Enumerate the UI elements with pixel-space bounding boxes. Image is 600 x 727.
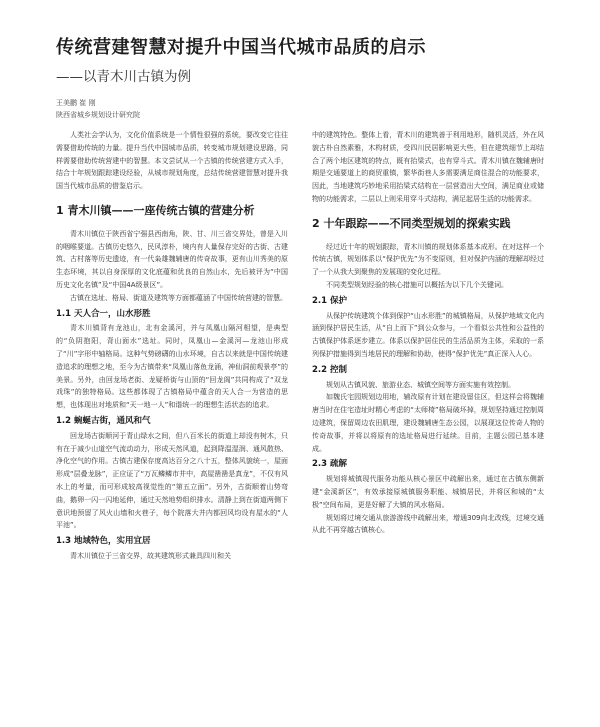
paragraph: 从保护传统建筑个体到保护“山水形胜”的城镇格局，从保护地域文化内涵到保护居民生活，从“自上而下”到公众参与，一个看似公共性和公益性的古镇保护体系逐步建立。体系以保护居住民的生活品质为主体，采取的一系列保护措施得到当地居民的理解和协助，使得“保护优先”真正深入人心。 bbox=[312, 311, 544, 358]
paragraph: 规划从古镇风貌、旅游业态、城镇空间等方面实施有效控制。 bbox=[326, 380, 515, 389]
paragraph: 中的建筑特色。整体上看，青木川的建筑善于利用地形，随机灵活，外在风貌古朴自然素雅，木构材质，受四川民居影响更大些，但在建筑细节上却结合了两个地区建筑的特点，既有抬梁式，也有穿斗式。青木川镇在魏辅唐时期是交通要道上的商贸重镇，繁华街巷人多需要满足商住混合的功能要求，因此，当地建筑巧妙地采用抬梁式结构在一层营造出大空间，满足商业或储物的功能需求，二层以上则采用穿斗式结构，满足起居生活的功能需求。 bbox=[312, 131, 544, 203]
abstract-text: 人类社会学认为，文化价值系统是一个情性很强的系统，要改变它往往需要借助传统的力量。提升当代中国城市品质，转变城市规划建设思路，同样需要借助传统营建中的智慧。本文尝试从一个古镇的传统营建方式入手，结合十年规划跟踪建设经验，从城市规划角度，总结传统营建智慧对提升我国当代城市品质的借鉴启示。 bbox=[56, 131, 288, 191]
section-2-2-heading: 2.2 控制 bbox=[312, 364, 348, 375]
paragraph: 经过近十年的规划跟踪，青木川镇的规划体系基本成形。在对这样一个传统古镇，规划体系以“保护优先”为不变原则，但对保护内涵的理解却经过了一个从我大到聚焦的发展现的变化过程。 bbox=[312, 242, 544, 277]
paragraph: 古镇在选址、格局、街道及建筑等方面都蕴涵了中国传统营建的智慧。 bbox=[70, 293, 287, 302]
section-1-heading: 1 青木川镇——一座传统古镇的营建分析 bbox=[56, 203, 255, 217]
paragraph: 不同类型规划经验的核心措施可以概括为以下几个关键词。 bbox=[326, 280, 508, 289]
paragraph: 规划将过境交通从旅游游线中疏解出来，增通309向北改线，过境交通从此不再穿越古镇核心。 bbox=[312, 513, 544, 535]
paragraph: 青木川镇位于三省交界，故其建筑形式兼具四川和关 bbox=[70, 551, 231, 560]
paragraph: 规划将城镇现代服务功能从核心景区中疏解出来，通过在古镇东侧新建“金溪新区”，有效承接原城镇服务职能、城镇居民，并将区和城的“太极”空间布局，更是好解了大镇的风水格局。 bbox=[312, 475, 544, 509]
paper-authors: 王美鹏 崔 刚 bbox=[56, 99, 96, 107]
right-column bbox=[312, 129, 544, 537]
paper-subtitle: ——以青木川古镇为例 bbox=[56, 69, 191, 85]
paper-affiliation: 陕西省城乡规划设计研究院 bbox=[56, 111, 140, 119]
section-2-1-heading: 2.1 保护 bbox=[312, 295, 348, 306]
paragraph: 青木川镇背有龙池山，北有金溪河，并与凤凰山隔河相望，是典型的“负阴抱阳，背山面水”选址。同时，凤凰山—金溪河—龙池山形成了“川”字形中轴格局。这种气势磅礴的山水环境，自古以来就是中国传统建造追求的理想之地，至今为古镇带来“凤凰山落鱼龙涌，神仙洞前观景亭”的美景。另外，由回龙场老街、龙疑桥街与山顶的“回龙阁”共同构成了“双龙戏珠”的独特格局。这些都体现了古镇格局中蕴含的天人合一为营造的思想，也体现出对地质和“天一地一人”和谐统一的理想生活状态的追求。 bbox=[56, 324, 288, 410]
paragraph: 青木川镇位于陕西省宁强县西南角，陕、甘、川三省交界处，曾是入川的咽喉要道。古镇历史悠久，民风淳朴，境内有人量保存完好的古街、古建筑、古村落等历史遗迹，有一代枭雄魏辅唐的传奇故事，更有山川秀美的原生态环境，其以自身深厚的文化底蕴和优良的自然山水，先后被评为“中国历史文化名镇”及“中国4A级景区”。 bbox=[56, 229, 288, 289]
section-1-2-heading: 1.2 蜿蜒古街，通风和气 bbox=[56, 415, 151, 426]
left-column bbox=[56, 129, 288, 563]
paper-title: 传统营建智慧对提升中国当代城市品质的启示 bbox=[56, 37, 426, 58]
section-2-3-heading: 2.3 疏解 bbox=[312, 459, 348, 470]
paragraph: 如魏氏宅园规划边用地，辅改原有计划在建设留住区，但这样会将魏辅唐当时在住宅造址时精心考虑的“太师椅”格局破坏掉，规划坚持通过控制周边建筑，保留周边农田肌理，建设魏辅唐生态公园，以展现这位传奇人物的传奇故事，并将以将原有的选址格局进行延续。目前，主题公园已基本建成。 bbox=[312, 393, 544, 453]
section-2-heading: 2 十年跟踪——不同类型规划的探索实践 bbox=[312, 216, 511, 230]
abstract bbox=[56, 129, 288, 193]
section-1-3-heading: 1.3 地域特色，实用宜居 bbox=[56, 536, 151, 547]
paragraph: 回龙场古街顺河于青山绿水之间，但八百米长的街道上却没有树木，只有在于减少山道空气流动动力，形成天然风道，起到降温湿润、通风散热、净化空气的作用。古镇古建保存度高达百分之八十五，整体风貌统一，屋面形成“层叠龙脉”，正应证了“万瓦鳞鳞市井中，高屋凿凿是真龙”，不仅有风水上的考量，而可形成较高视觉性的“第五立面”。另外，古街顺着山势弯曲，鹅卵一闪一闪地延伸，通过天然地势组织排水。清静上到在街道两侧下意识地预留了风火山墙和火巷子，每个院落大井内都回风均设有屋水的“人平池”。 bbox=[56, 431, 288, 530]
section-1-body bbox=[56, 228, 288, 305]
section-1-1-heading: 1.1 天人合一，山水形胜 bbox=[56, 308, 151, 319]
